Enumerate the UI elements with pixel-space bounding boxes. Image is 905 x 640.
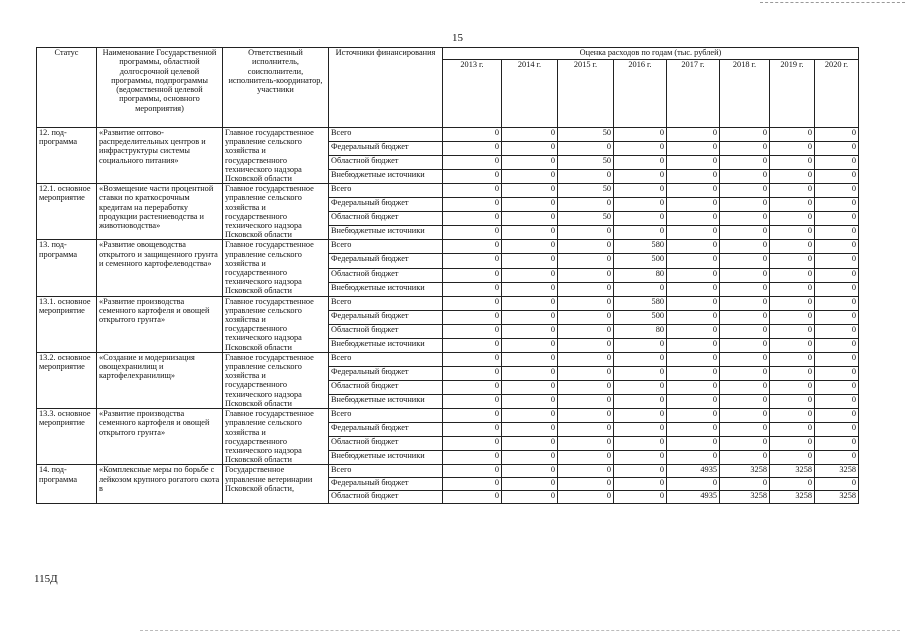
amount-cell: 0 [720,156,770,170]
program-name-cell: «Развитие производства семенного картофеля и овощей открытого грунта» [97,296,223,352]
amount-cell: 0 [815,395,859,409]
amount-cell: 0 [815,478,859,491]
funding-source-cell: Федеральный бюджет [329,198,443,212]
amount-cell: 0 [443,282,502,296]
amount-cell: 0 [558,310,614,324]
amount-cell: 0 [614,491,667,504]
amount-cell: 0 [770,310,815,324]
amount-cell: 0 [614,338,667,352]
amount-cell: 0 [443,409,502,423]
year-header: 2018 г. [720,60,770,128]
amount-cell: 0 [502,409,558,423]
amount-cell: 0 [720,437,770,451]
amount-cell: 0 [815,282,859,296]
amount-cell: 0 [558,296,614,310]
responsible-cell: Главное государственное управление сельского хозяйства и государственного технического надзора Псковской области [223,128,329,184]
amount-cell: 0 [502,324,558,338]
responsible-cell: Государственное управление ветеринарии Псковской области, [223,465,329,504]
amount-cell: 0 [815,437,859,451]
funding-source-cell: Областной бюджет [329,437,443,451]
amount-cell: 0 [667,380,720,394]
amount-cell: 0 [502,380,558,394]
amount-cell: 0 [502,226,558,240]
amount-cell: 3258 [815,465,859,478]
amount-cell: 0 [770,128,815,142]
amount-cell: 0 [558,409,614,423]
funding-source-cell: Внебюджетные источники [329,338,443,352]
amount-cell: 0 [443,296,502,310]
amount-cell: 0 [558,380,614,394]
amount-cell: 0 [720,296,770,310]
amount-cell: 0 [614,282,667,296]
amount-cell: 0 [667,409,720,423]
amount-cell: 0 [667,142,720,156]
amount-cell: 0 [614,170,667,184]
amount-cell: 0 [770,338,815,352]
amount-cell: 0 [443,380,502,394]
amount-cell: 0 [720,338,770,352]
amount-cell: 0 [558,170,614,184]
table-row [37,184,859,198]
program-name-cell: «Комплексные меры по борьбе с лейкозом крупного рогатого скота в [97,465,223,504]
amount-cell: 80 [614,324,667,338]
amount-cell: 0 [443,338,502,352]
amount-cell: 0 [720,423,770,437]
funding-source-cell: Всего [329,296,443,310]
amount-cell: 0 [815,128,859,142]
amount-cell: 0 [815,268,859,282]
amount-cell: 0 [443,310,502,324]
amount-cell: 0 [443,240,502,254]
amount-cell: 0 [558,282,614,296]
amount-cell: 0 [720,352,770,366]
amount-cell: 0 [770,451,815,465]
amount-cell: 0 [770,395,815,409]
funding-source-cell: Областной бюджет [329,212,443,226]
year-header: 2014 г. [502,60,558,128]
amount-cell: 0 [720,170,770,184]
header-status: Статус [37,48,97,128]
amount-cell: 0 [502,478,558,491]
responsible-cell: Главное государственное управление сельского хозяйства и государственного технического надзора Псковской области [223,240,329,296]
amount-cell: 3258 [770,491,815,504]
amount-cell: 4935 [667,465,720,478]
amount-cell: 0 [443,437,502,451]
header-estimate: Оценка расходов по годам (тыс. рублей) [443,48,859,60]
amount-cell: 0 [558,366,614,380]
amount-cell: 0 [667,324,720,338]
year-header: 2019 г. [770,60,815,128]
amount-cell: 0 [443,184,502,198]
amount-cell: 0 [558,198,614,212]
amount-cell: 0 [770,212,815,226]
amount-cell: 0 [614,451,667,465]
amount-cell: 0 [502,366,558,380]
funding-source-cell: Областной бюджет [329,156,443,170]
table-row [37,465,859,478]
amount-cell: 0 [558,142,614,156]
status-cell: 13. под-программа [37,240,97,296]
amount-cell: 0 [770,423,815,437]
amount-cell: 0 [667,310,720,324]
amount-cell: 0 [667,198,720,212]
funding-source-cell: Федеральный бюджет [329,366,443,380]
responsible-cell: Главное государственное управление сельского хозяйства и государственного технического надзора Псковской области [223,409,329,465]
amount-cell: 0 [667,268,720,282]
amount-cell: 80 [614,268,667,282]
amount-cell: 0 [770,282,815,296]
amount-cell: 0 [667,423,720,437]
amount-cell: 0 [720,142,770,156]
amount-cell: 0 [815,409,859,423]
amount-cell: 0 [502,240,558,254]
amount-cell: 0 [502,268,558,282]
amount-cell: 0 [667,437,720,451]
amount-cell: 0 [614,226,667,240]
amount-cell: 580 [614,240,667,254]
amount-cell: 0 [614,395,667,409]
amount-cell: 0 [558,423,614,437]
amount-cell: 0 [443,198,502,212]
amount-cell: 0 [502,352,558,366]
page-number: 15 [452,32,463,44]
amount-cell: 0 [815,184,859,198]
amount-cell: 0 [614,128,667,142]
status-cell: 13.1. основное мероприятие [37,296,97,352]
amount-cell: 0 [443,324,502,338]
amount-cell: 0 [443,451,502,465]
amount-cell: 0 [770,296,815,310]
amount-cell: 0 [502,254,558,268]
program-name-cell: «Возмещение части процентной ставки по краткосрочным кредитам на переработку продукции растениеводства и животноводства» [97,184,223,240]
amount-cell: 500 [614,254,667,268]
year-header: 2020 г. [815,60,859,128]
amount-cell: 0 [815,324,859,338]
amount-cell: 0 [667,451,720,465]
amount-cell: 0 [443,128,502,142]
amount-cell: 0 [502,437,558,451]
amount-cell: 0 [720,451,770,465]
funding-source-cell: Внебюджетные источники [329,395,443,409]
funding-source-cell: Федеральный бюджет [329,423,443,437]
funding-source-cell: Внебюджетные источники [329,451,443,465]
amount-cell: 0 [720,240,770,254]
amount-cell: 0 [667,184,720,198]
header-name: Наименование Государственной программы, областной долгосрочной целевой программы, подпрограммы (ведомственной целевой программы, основного мероприятия) [97,48,223,128]
year-header: 2013 г. [443,60,502,128]
amount-cell: 0 [815,352,859,366]
amount-cell: 0 [770,170,815,184]
funding-source-cell: Внебюджетные источники [329,226,443,240]
amount-cell: 0 [614,198,667,212]
amount-cell: 0 [770,268,815,282]
funding-source-cell: Федеральный бюджет [329,478,443,491]
funding-source-cell: Областной бюджет [329,380,443,394]
amount-cell: 0 [502,395,558,409]
amount-cell: 0 [720,128,770,142]
amount-cell: 0 [815,451,859,465]
amount-cell: 0 [720,198,770,212]
amount-cell: 0 [815,310,859,324]
amount-cell: 0 [558,451,614,465]
program-name-cell: «Развитие производства семенного картофеля и овощей открытого грунта» [97,409,223,465]
amount-cell: 0 [720,254,770,268]
amount-cell: 0 [770,409,815,423]
amount-cell: 0 [667,338,720,352]
amount-cell: 0 [770,352,815,366]
status-cell: 12.1. основное мероприятие [37,184,97,240]
amount-cell: 0 [558,268,614,282]
amount-cell: 0 [558,465,614,478]
amount-cell: 0 [770,142,815,156]
amount-cell: 0 [614,212,667,226]
amount-cell: 0 [558,491,614,504]
amount-cell: 0 [720,226,770,240]
amount-cell: 0 [720,310,770,324]
amount-cell: 0 [443,254,502,268]
amount-cell: 0 [770,380,815,394]
amount-cell: 0 [614,184,667,198]
amount-cell: 0 [614,465,667,478]
amount-cell: 3258 [720,491,770,504]
amount-cell: 0 [443,226,502,240]
amount-cell: 0 [443,395,502,409]
funding-source-cell: Областной бюджет [329,324,443,338]
scan-edge-line [760,2,905,3]
program-name-cell: «Развитие овощеводства открытого и защищенного грунта и семенного картофелеводства» [97,240,223,296]
amount-cell: 0 [558,352,614,366]
table-row [37,240,859,254]
amount-cell: 0 [443,465,502,478]
amount-cell: 0 [815,142,859,156]
status-cell: 14. под-программа [37,465,97,504]
year-header: 2015 г. [558,60,614,128]
amount-cell: 0 [720,380,770,394]
table-row [37,296,859,310]
amount-cell: 0 [667,366,720,380]
amount-cell: 0 [558,254,614,268]
amount-cell: 0 [815,338,859,352]
amount-cell: 0 [720,324,770,338]
program-name-cell: «Развитие оптово-распределительных центров и инфраструктуры системы социального питания» [97,128,223,184]
table-row [37,352,859,366]
amount-cell: 0 [815,254,859,268]
table-row [37,128,859,142]
amount-cell: 0 [770,184,815,198]
amount-cell: 3258 [770,465,815,478]
amount-cell: 0 [502,310,558,324]
amount-cell: 0 [667,156,720,170]
amount-cell: 0 [770,226,815,240]
amount-cell: 0 [667,170,720,184]
amount-cell: 0 [720,184,770,198]
amount-cell: 0 [502,296,558,310]
amount-cell: 0 [443,268,502,282]
amount-cell: 0 [770,324,815,338]
amount-cell: 0 [815,423,859,437]
amount-cell: 0 [558,437,614,451]
amount-cell: 3258 [720,465,770,478]
funding-source-cell: Всего [329,184,443,198]
amount-cell: 0 [502,198,558,212]
amount-cell: 0 [502,184,558,198]
amount-cell: 0 [720,268,770,282]
amount-cell: 0 [815,198,859,212]
funding-source-cell: Федеральный бюджет [329,254,443,268]
funding-source-cell: Всего [329,465,443,478]
amount-cell: 0 [614,380,667,394]
responsible-cell: Главное государственное управление сельского хозяйства и государственного технического надзора Псковской области [223,184,329,240]
amount-cell: 0 [443,156,502,170]
amount-cell: 0 [443,352,502,366]
funding-source-cell: Внебюджетные источники [329,170,443,184]
amount-cell: 0 [770,240,815,254]
amount-cell: 0 [502,451,558,465]
funding-source-cell: Федеральный бюджет [329,310,443,324]
year-header: 2017 г. [667,60,720,128]
amount-cell: 0 [720,395,770,409]
funding-source-cell: Всего [329,409,443,423]
amount-cell: 0 [815,170,859,184]
amount-cell: 0 [667,352,720,366]
amount-cell: 0 [720,282,770,296]
amount-cell: 0 [443,478,502,491]
amount-cell: 0 [815,296,859,310]
amount-cell: 0 [443,491,502,504]
amount-cell: 0 [770,478,815,491]
funding-source-cell: Областной бюджет [329,491,443,504]
amount-cell: 0 [614,352,667,366]
amount-cell: 0 [614,423,667,437]
status-cell: 12. под-программа [37,128,97,184]
year-header: 2016 г. [614,60,667,128]
amount-cell: 0 [502,491,558,504]
funding-source-cell: Всего [329,352,443,366]
amount-cell: 50 [558,128,614,142]
header-sources: Источники финансирования [329,48,443,128]
amount-cell: 0 [720,409,770,423]
amount-cell: 0 [443,212,502,226]
header-responsible: Ответственный исполнитель, соисполнители, исполнитель-координатор, участники [223,48,329,128]
amount-cell: 0 [614,156,667,170]
amount-cell: 0 [502,338,558,352]
amount-cell: 0 [502,170,558,184]
amount-cell: 0 [502,212,558,226]
amount-cell: 4935 [667,491,720,504]
funding-source-cell: Всего [329,240,443,254]
amount-cell: 0 [502,156,558,170]
amount-cell: 0 [667,128,720,142]
amount-cell: 3258 [815,491,859,504]
responsible-cell: Главное государственное управление сельского хозяйства и государственного технического надзора Псковской области [223,296,329,352]
amount-cell: 0 [667,212,720,226]
amount-cell: 0 [443,170,502,184]
amount-cell: 0 [502,282,558,296]
funding-source-cell: Областной бюджет [329,268,443,282]
amount-cell: 0 [720,212,770,226]
amount-cell: 0 [770,156,815,170]
funding-source-cell: Внебюджетные источники [329,282,443,296]
amount-cell: 0 [502,423,558,437]
amount-cell: 0 [667,226,720,240]
amount-cell: 0 [558,395,614,409]
amount-cell: 0 [558,324,614,338]
amount-cell: 0 [720,366,770,380]
amount-cell: 0 [770,366,815,380]
amount-cell: 0 [815,380,859,394]
amount-cell: 0 [502,465,558,478]
amount-cell: 0 [443,423,502,437]
amount-cell: 0 [667,282,720,296]
status-cell: 13.3. основное мероприятие [37,409,97,465]
status-cell: 13.2. основное мероприятие [37,352,97,408]
amount-cell: 0 [443,142,502,156]
amount-cell: 50 [558,212,614,226]
amount-cell: 0 [815,156,859,170]
amount-cell: 0 [614,437,667,451]
amount-cell: 0 [558,338,614,352]
amount-cell: 0 [502,128,558,142]
amount-cell: 580 [614,296,667,310]
amount-cell: 50 [558,184,614,198]
funding-source-cell: Федеральный бюджет [329,142,443,156]
responsible-cell: Главное государственное управление сельского хозяйства и государственного технического надзора Псковской области [223,352,329,408]
amount-cell: 0 [815,226,859,240]
amount-cell: 0 [667,254,720,268]
amount-cell: 0 [614,478,667,491]
amount-cell: 0 [667,296,720,310]
amount-cell: 0 [558,240,614,254]
amount-cell: 0 [770,198,815,212]
amount-cell: 0 [667,478,720,491]
amount-cell: 0 [558,478,614,491]
expenditure-table [36,47,859,504]
funding-source-cell: Всего [329,128,443,142]
amount-cell: 0 [443,366,502,380]
amount-cell: 500 [614,310,667,324]
amount-cell: 0 [770,437,815,451]
amount-cell: 50 [558,156,614,170]
amount-cell: 0 [667,240,720,254]
amount-cell: 0 [558,226,614,240]
amount-cell: 0 [667,395,720,409]
amount-cell: 0 [614,366,667,380]
amount-cell: 0 [815,366,859,380]
scan-bottom-line [140,630,900,631]
table-row [37,409,859,423]
amount-cell: 0 [614,409,667,423]
amount-cell: 0 [720,478,770,491]
amount-cell: 0 [770,254,815,268]
program-name-cell: «Создание и модернизация овощехранилищ и картофелехранилищ» [97,352,223,408]
amount-cell: 0 [614,142,667,156]
footer-code: 115Д [34,573,58,585]
amount-cell: 0 [502,142,558,156]
amount-cell: 0 [815,212,859,226]
amount-cell: 0 [815,240,859,254]
